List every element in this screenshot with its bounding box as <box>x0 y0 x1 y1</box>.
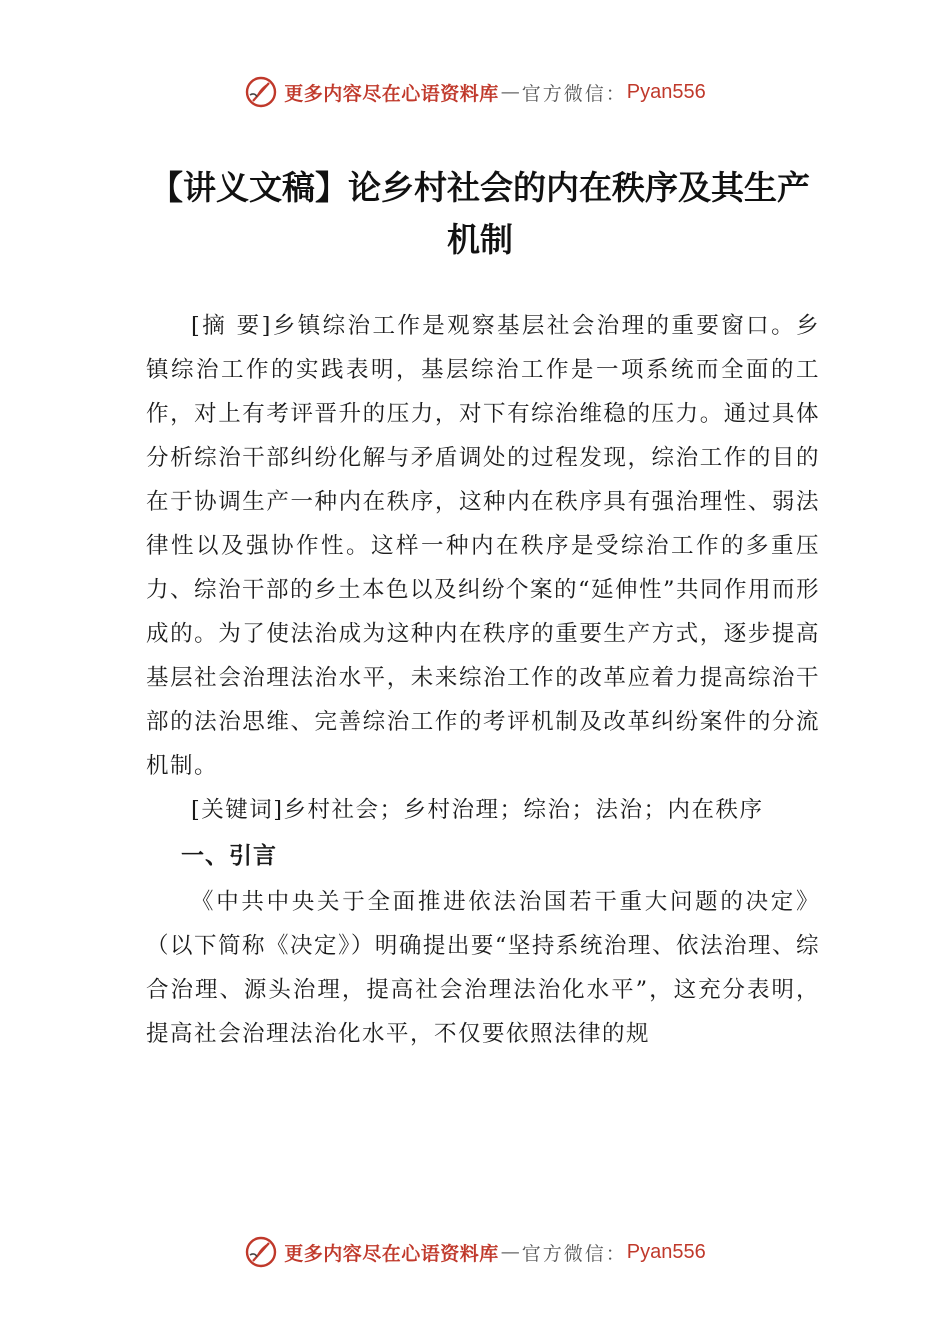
promo-text: 更多内容尽在心语资料库 <box>284 1242 499 1265</box>
document-body <box>146 304 820 1056</box>
wechat-id: Pyan556 <box>626 80 706 103</box>
quill-pen-logo-icon <box>244 75 278 109</box>
keywords-paragraph: [关键词]乡村社会；乡村治理；综治；法治；内在秩序 <box>191 797 764 823</box>
header-banner <box>0 70 950 114</box>
footer-banner <box>0 1230 950 1274</box>
intro-paragraph: 《中共中央关于全面推进依法治国若干重大问题的决定》（以下简称《决定》）明确提出要“坚持系统治理、依法治理、综合治理、源头治理，提高社会治理法治化水平”，这充分表明，提高社会治理法治化水平，不仅要依照法律的规 <box>146 889 820 1047</box>
wechat-id: Pyan556 <box>626 1240 706 1263</box>
banner-dash: — <box>500 81 520 103</box>
promo-text: 更多内容尽在心语资料库 <box>284 82 499 105</box>
banner-dash: — <box>500 1241 520 1263</box>
wechat-label: 官方微信： <box>521 1242 627 1265</box>
section-heading: 一、引言 <box>181 843 277 869</box>
wechat-label: 官方微信： <box>521 82 627 105</box>
abstract-paragraph: [摘 要]乡镇综治工作是观察基层社会治理的重要窗口。乡镇综治工作的实践表明，基层综治工作是一项系统而全面的工作，对上有考评晋升的压力，对下有综治维稳的压力。通过具体分析综治干部纠纷化解与矛盾调处的过程发现，综治工作的目的在于协调生产一种内在秩序，这种内在秩序具有强治理性、弱法律性以及强协作性。这样一种内在秩序是受综治工作的多重压力、综治干部的乡土本色以及纠纷个案的“延伸性”共同作用而形成的。为了使法治成为这种内在秩序的重要生产方式，逐步提高基层社会治理法治水平，未来综治工作的改革应着力提高综治干部的法治思维、完善综治工作的考评机制及改革纠纷案件的分流机制。 <box>146 313 821 779</box>
document-title: 【讲义文稿】论乡村社会的内在秩序及其生产机制 <box>150 168 810 259</box>
quill-pen-logo-icon <box>244 1235 278 1269</box>
